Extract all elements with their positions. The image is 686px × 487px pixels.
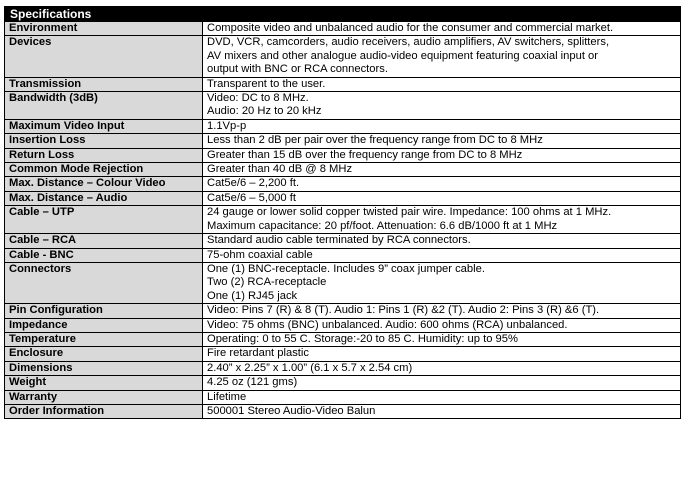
spec-value <box>203 390 681 404</box>
table-row <box>5 36 681 77</box>
spec-value-line: DVD, VCR, camcorders, audio receivers, audio amplifiers, AV switchers, splitters, <box>207 36 610 49</box>
spec-value-line: Maximum capacitance: 20 pf/foot. Attenuation: 6.6 dB/1000 ft at 1 MHz <box>207 219 558 232</box>
spec-value <box>203 262 681 303</box>
spec-label: Bandwidth (3dB) <box>5 92 203 120</box>
spec-label: Transmission <box>5 77 203 91</box>
spec-label: Max. Distance – Audio <box>5 191 203 205</box>
table-row <box>5 376 681 390</box>
spec-value <box>203 36 681 77</box>
spec-label: Return Loss <box>5 148 203 162</box>
table-row <box>5 119 681 133</box>
table-row <box>5 390 681 404</box>
table-row <box>5 361 681 375</box>
spec-value <box>203 248 681 262</box>
spec-value <box>203 22 681 36</box>
spec-value-line: 75-ohm coaxial cable <box>207 248 313 261</box>
table-row <box>5 304 681 318</box>
spec-value-line: Fire retardant plastic <box>207 347 309 360</box>
spec-value-line: Composite video and unbalanced audio for the consumer and commercial market. <box>207 22 614 34</box>
specifications-sheet <box>4 6 680 419</box>
spec-value-line: Video: 75 ohms (BNC) unbalanced. Audio: 600 ohms (RCA) unbalanced. <box>207 318 568 331</box>
table-row <box>5 191 681 205</box>
spec-label: Pin Configuration <box>5 304 203 318</box>
table-row <box>5 248 681 262</box>
spec-label: Dimensions <box>5 361 203 375</box>
spec-value-line: One (1) RJ45 jack <box>207 289 298 302</box>
spec-value <box>203 92 681 120</box>
spec-label: Weight <box>5 376 203 390</box>
spec-value <box>203 347 681 361</box>
spec-value-line: Operating: 0 to 55 C. Storage:-20 to 85 C. Humidity: up to 95% <box>207 332 518 345</box>
spec-value-line: Greater than 15 dB over the frequency range from DC to 8 MHz <box>207 148 523 161</box>
spec-value-line: Cat5e/6 – 2,200 ft. <box>207 177 300 190</box>
table-row <box>5 163 681 177</box>
spec-value <box>203 404 681 418</box>
table-row <box>5 134 681 148</box>
spec-label: Devices <box>5 36 203 77</box>
table-row <box>5 148 681 162</box>
spec-label: Enclosure <box>5 347 203 361</box>
specifications-table <box>4 6 681 419</box>
spec-label: Insertion Loss <box>5 134 203 148</box>
spec-value <box>203 177 681 191</box>
specifications-body <box>5 22 681 419</box>
spec-value-line: Standard audio cable terminated by RCA connectors. <box>207 234 471 247</box>
spec-value-line: Two (2) RCA-receptacle <box>207 276 327 289</box>
spec-label: Impedance <box>5 318 203 332</box>
spec-value-line: Audio: 20 Hz to 20 kHz <box>207 105 322 118</box>
spec-label: Maximum Video Input <box>5 119 203 133</box>
spec-value-line: Transparent to the user. <box>207 77 326 90</box>
spec-value-line: Greater than 40 dB @ 8 MHz <box>207 163 353 176</box>
spec-value-line: AV mixers and other analogue audio-video equipment featuring coaxial input or <box>207 49 598 62</box>
spec-value <box>203 361 681 375</box>
spec-label: Connectors <box>5 262 203 303</box>
spec-label: Warranty <box>5 390 203 404</box>
table-row <box>5 77 681 91</box>
spec-value <box>203 206 681 234</box>
spec-value-line: Video: DC to 8 MHz. <box>207 92 309 105</box>
spec-value <box>203 163 681 177</box>
spec-value <box>203 148 681 162</box>
spec-value-line: Cat5e/6 – 5,000 ft <box>207 191 296 204</box>
spec-value <box>203 191 681 205</box>
spec-value-line: Less than 2 dB per pair over the frequency range from DC to 8 MHz <box>207 134 543 147</box>
table-row <box>5 22 681 36</box>
table-row <box>5 234 681 248</box>
spec-value-line: output with BNC or RCA connectors. <box>207 63 388 76</box>
spec-label: Environment <box>5 22 203 36</box>
spec-value-line: 24 gauge or lower solid copper twisted pair wire. Impedance: 100 ohms at 1 MHz. <box>207 206 612 219</box>
spec-value <box>203 304 681 318</box>
table-row <box>5 177 681 191</box>
spec-label: Cable - BNC <box>5 248 203 262</box>
spec-label: Cable – UTP <box>5 206 203 234</box>
spec-label: Temperature <box>5 332 203 346</box>
spec-value <box>203 376 681 390</box>
spec-label: Order Information <box>5 404 203 418</box>
table-row <box>5 347 681 361</box>
spec-value-line: One (1) BNC-receptacle. Includes 9” coax jumper cable. <box>207 262 485 275</box>
spec-value-line: 1.1Vp-p <box>207 119 247 132</box>
spec-value <box>203 332 681 346</box>
spec-label: Max. Distance – Colour Video <box>5 177 203 191</box>
table-row <box>5 92 681 120</box>
spec-value-line: 500001 Stereo Audio-Video Balun <box>207 404 376 417</box>
spec-value <box>203 234 681 248</box>
spec-value <box>203 119 681 133</box>
spec-value-line: Lifetime <box>207 390 247 403</box>
table-header-row <box>5 7 681 22</box>
table-row <box>5 206 681 234</box>
spec-label: Cable – RCA <box>5 234 203 248</box>
table-row <box>5 404 681 418</box>
spec-label: Common Mode Rejection <box>5 163 203 177</box>
table-row <box>5 318 681 332</box>
table-title: Specifications <box>5 7 681 22</box>
spec-value-line: Video: Pins 7 (R) & 8 (T). Audio 1: Pins 1 (R) &2 (T). Audio 2: Pins 3 (R) &6 (T). <box>207 304 600 317</box>
spec-value-line: 4.25 oz (121 gms) <box>207 376 298 389</box>
spec-value <box>203 77 681 91</box>
table-row <box>5 262 681 303</box>
spec-value <box>203 318 681 332</box>
table-row <box>5 332 681 346</box>
spec-value-line: 2.40” x 2.25” x 1.00” (6.1 x 5.7 x 2.54 cm) <box>207 361 413 374</box>
spec-value <box>203 134 681 148</box>
